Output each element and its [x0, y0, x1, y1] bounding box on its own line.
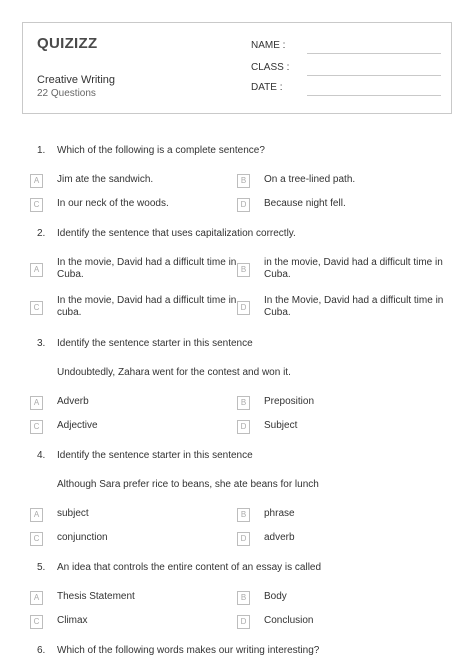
- option-letter-box: A: [30, 508, 43, 522]
- question-prompt: Undoubtedly, Zahara went for the contest and won it.: [57, 367, 291, 378]
- option-letter-box: B: [237, 174, 250, 188]
- class-field[interactable]: [251, 62, 441, 76]
- date-field[interactable]: [251, 82, 441, 96]
- question-number: 1.: [37, 145, 46, 156]
- option-letter-box: D: [237, 301, 250, 315]
- option-letter-box: B: [237, 591, 250, 605]
- option-letter-box: C: [30, 198, 43, 212]
- question-count: 22 Questions: [37, 88, 96, 99]
- option-text: Body: [264, 591, 287, 602]
- question-text: An idea that controls the entire content of an essay is called: [57, 562, 322, 573]
- worksheet-title: Creative Writing: [37, 74, 116, 86]
- name-field[interactable]: [251, 40, 441, 54]
- option-letter-box: D: [237, 198, 250, 212]
- option-text: In the movie, David had a difficult time in cuba.: [57, 295, 237, 318]
- question-text: Identify the sentence starter in this sentence: [57, 338, 253, 349]
- question-text: Identify the sentence that uses capitalization correctly.: [57, 228, 296, 239]
- option-text: Adverb: [57, 396, 89, 407]
- name-line: [307, 53, 441, 54]
- option-text: in the movie, David had a difficult time in Cuba.: [264, 257, 443, 280]
- question-text: Which of the following words makes our writing interesting?: [57, 645, 320, 656]
- name-label: NAME :: [251, 40, 286, 51]
- option-text: Subject: [264, 420, 298, 431]
- option-text: On a tree-lined path.: [264, 174, 356, 185]
- question-number: 2.: [37, 228, 46, 239]
- class-line: [307, 75, 441, 76]
- quizizz-logo: QUIZIZZ: [37, 35, 98, 52]
- option-text: adverb: [264, 532, 295, 543]
- option-letter-box: A: [30, 396, 43, 410]
- option-letter-box: A: [30, 174, 43, 188]
- option-letter-box: D: [237, 615, 250, 629]
- option-text: conjunction: [57, 532, 108, 543]
- option-letter-box: C: [30, 301, 43, 315]
- option-letter-box: C: [30, 420, 43, 434]
- option-text: Because night fell.: [264, 198, 346, 209]
- option-text: In our neck of the woods.: [57, 198, 169, 209]
- option-letter-box: D: [237, 420, 250, 434]
- option-letter-box: A: [30, 263, 43, 277]
- option-text: Thesis Statement: [57, 591, 135, 602]
- question-number: 5.: [37, 562, 46, 573]
- class-label: CLASS :: [251, 62, 290, 73]
- option-text: Climax: [57, 615, 88, 626]
- question-text: Identify the sentence starter in this sentence: [57, 450, 253, 461]
- question-number: 6.: [37, 645, 46, 656]
- question-number: 3.: [37, 338, 46, 349]
- option-letter-box: C: [30, 532, 43, 546]
- option-letter-box: B: [237, 508, 250, 522]
- option-letter-box: D: [237, 532, 250, 546]
- question-prompt: Although Sara prefer rice to beans, she ate beans for lunch: [57, 479, 319, 490]
- option-letter-box: B: [237, 263, 250, 277]
- option-letter-box: C: [30, 615, 43, 629]
- option-text: subject: [57, 508, 89, 519]
- option-text: Preposition: [264, 396, 315, 407]
- question-text: Which of the following is a complete sentence?: [57, 145, 265, 156]
- question-number: 4.: [37, 450, 46, 461]
- worksheet-header: [22, 22, 452, 114]
- option-letter-box: B: [237, 396, 250, 410]
- option-text: Conclusion: [264, 615, 314, 626]
- option-letter-box: A: [30, 591, 43, 605]
- option-text: Adjective: [57, 420, 98, 431]
- date-line: [307, 95, 441, 96]
- option-text: Jim ate the sandwich.: [57, 174, 154, 185]
- date-label: DATE :: [251, 82, 283, 93]
- option-text: phrase: [264, 508, 295, 519]
- option-text: In the Movie, David had a difficult time in Cuba.: [264, 295, 444, 318]
- option-text: In the movie, David had a difficult time in Cuba.: [57, 257, 237, 280]
